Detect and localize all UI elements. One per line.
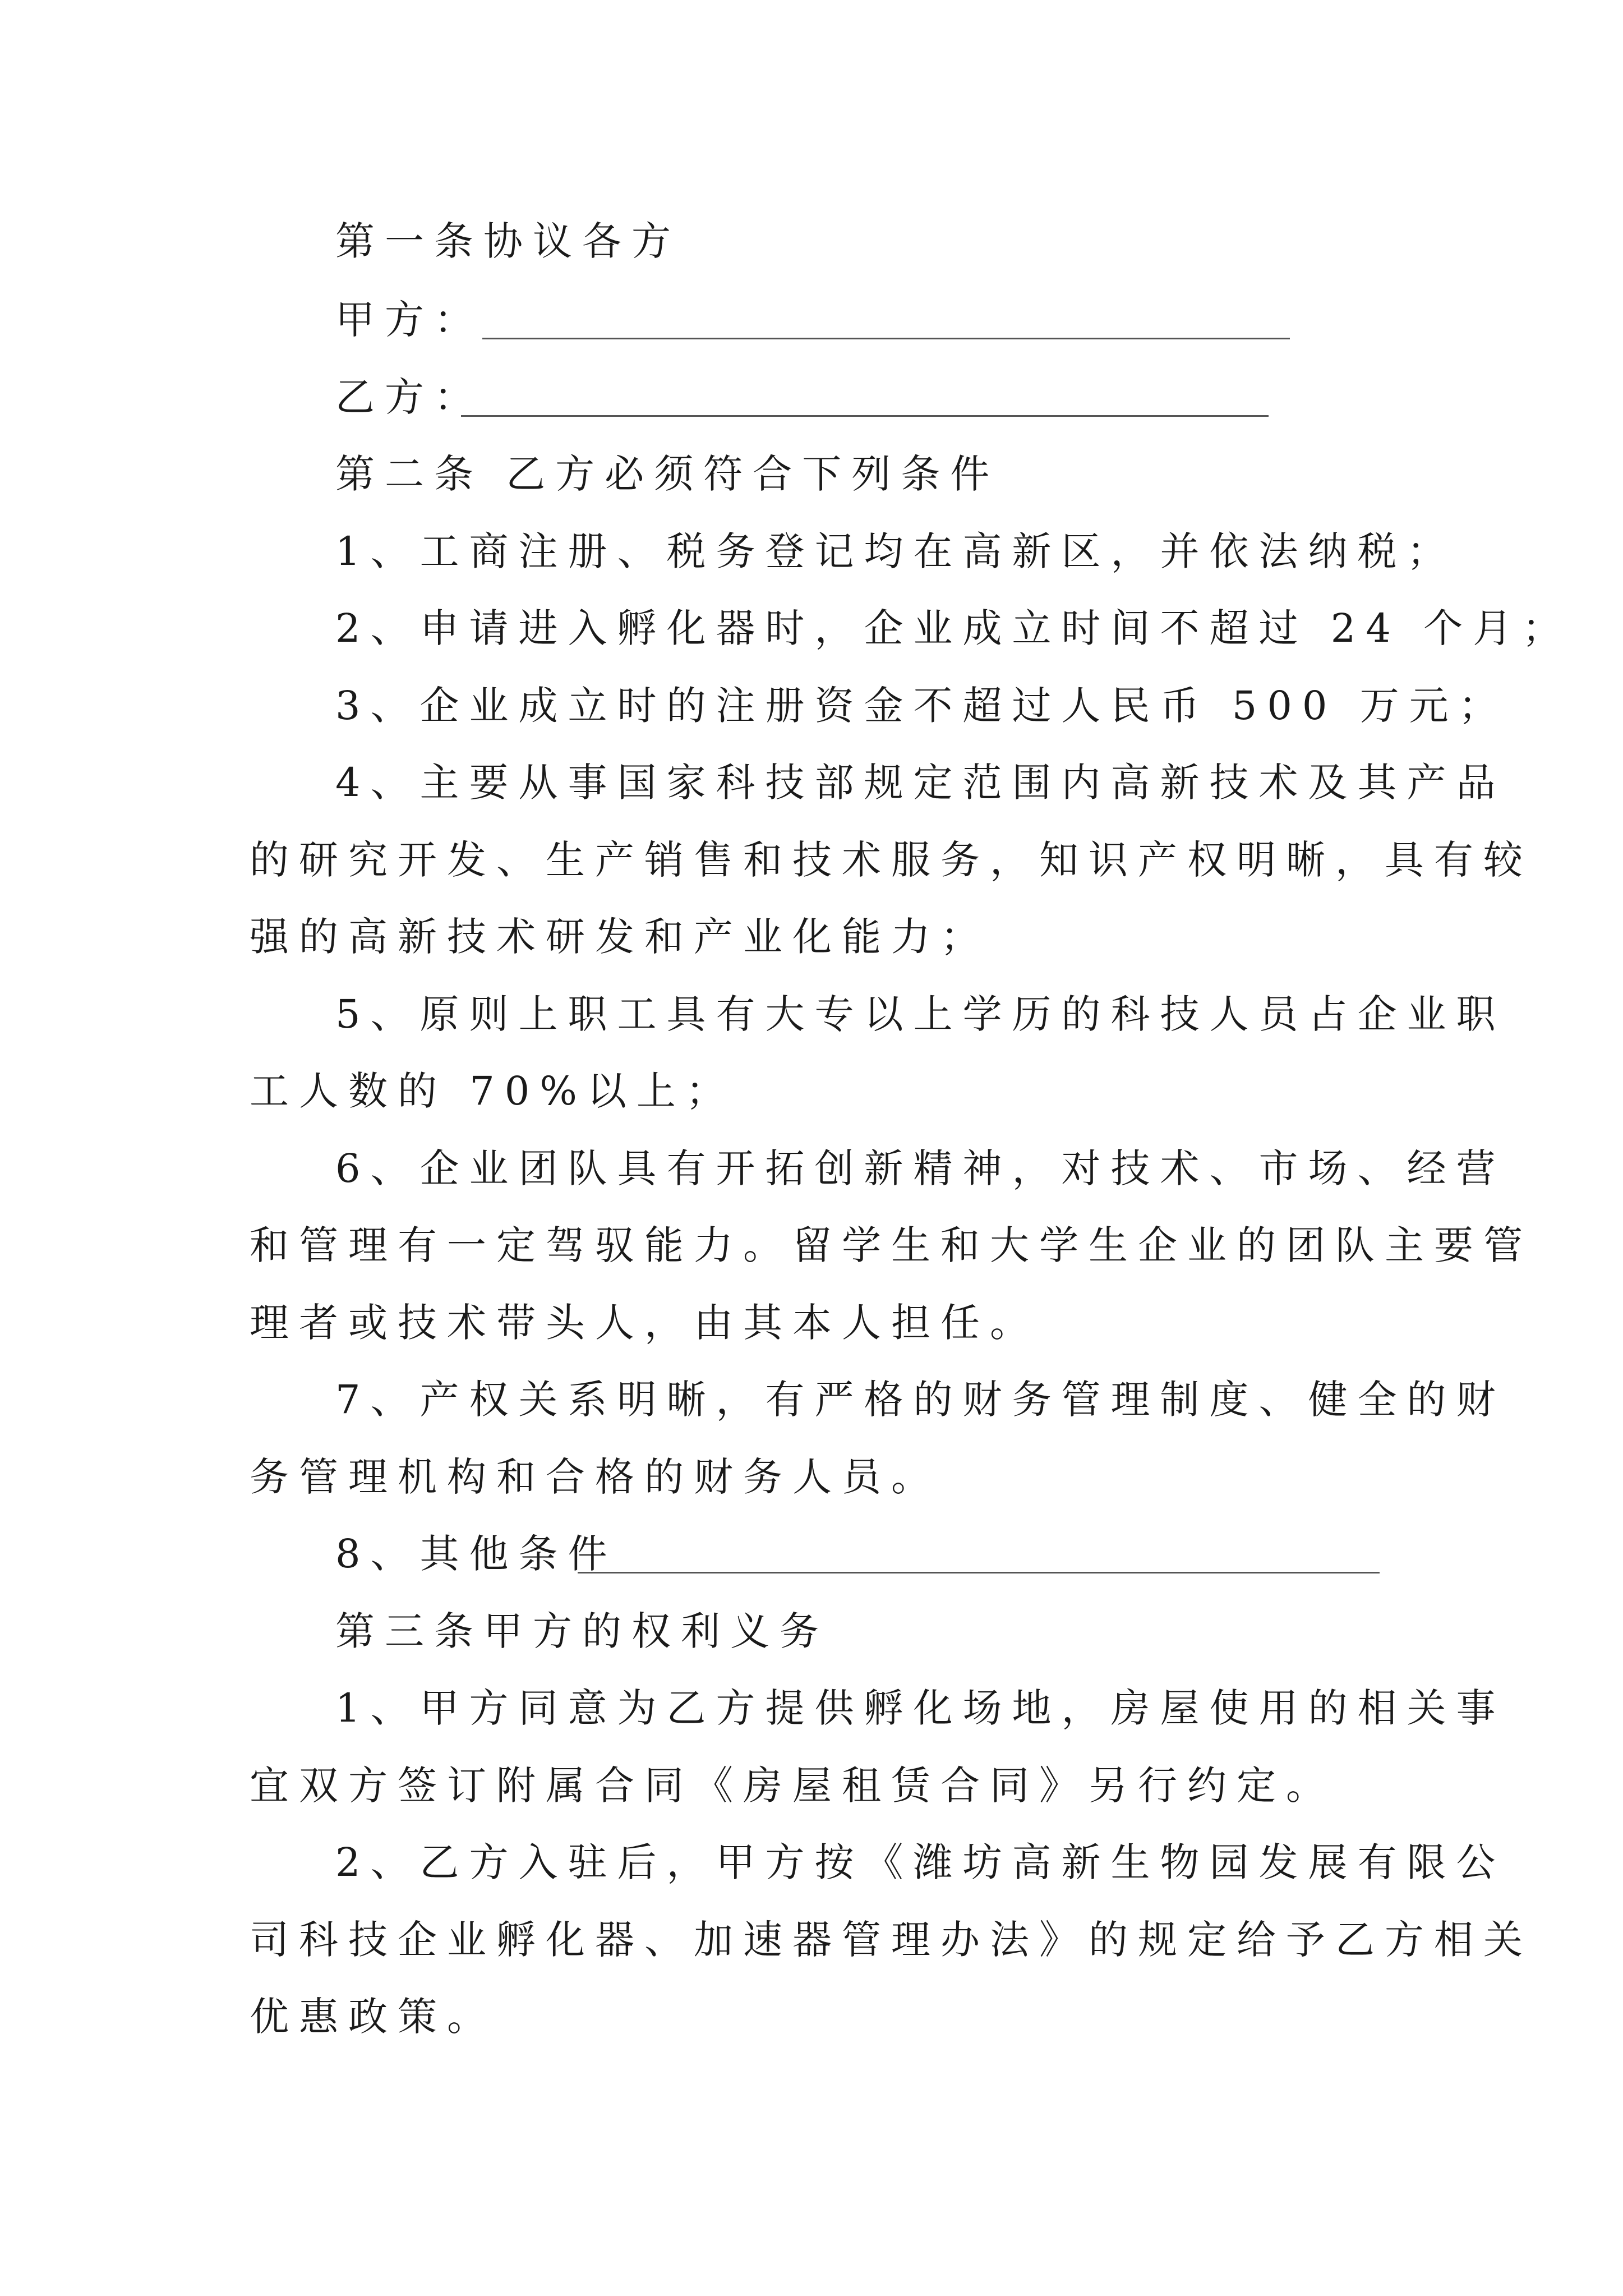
article2-item4-line1: 4、主要从事国家科技部规定范围内高新技术及其产品 (335, 760, 1506, 806)
article3-item2-line1: 2、乙方入驻后，甲方按《潍坊高新生物园发展有限公 (335, 1839, 1506, 1885)
other-conditions-blank-line (578, 1572, 1380, 1573)
article3-item1-line2: 宜双方签订附属合同《房屋租赁合同》另行约定。 (250, 1763, 1335, 1809)
article3-item1-line1: 1、甲方同意为乙方提供孵化场地，房屋使用的相关事 (335, 1685, 1506, 1731)
article3-item2-line3: 优惠政策。 (250, 1994, 496, 2040)
article2-item6-line2: 和管理有一定驾驭能力。留学生和大学生企业的团队主要管 (250, 1222, 1533, 1268)
party-a-blank-line (482, 338, 1290, 339)
article3-heading: 第三条甲方的权利义务 (335, 1608, 829, 1654)
article2-item6-line3: 理者或技术带头人，由其本人担任。 (250, 1300, 1039, 1346)
article2-item1-line1: 1、工商注册、税务登记均在高新区，并依法纳税； (335, 528, 1456, 574)
article1-heading: 第一条协议各方 (335, 218, 681, 264)
article2-item7-line1: 7、产权关系明晰，有严格的财务管理制度、健全的财 (335, 1377, 1506, 1423)
party-a-label: 甲方： (335, 297, 483, 343)
article2-item4-line2: 的研究开发、生产销售和技术服务，知识产权明晰，具有较 (250, 837, 1533, 883)
party-b-blank-line (461, 415, 1269, 417)
party-b-label: 乙方： (335, 374, 483, 420)
article2-item4-line3: 强的高新技术研发和产业化能力； (250, 914, 990, 960)
article2-heading: 第二条 乙方必须符合下列条件 (335, 451, 1000, 497)
article3-item2-line2: 司科技企业孵化器、加速器管理办法》的规定给予乙方相关 (250, 1917, 1533, 1963)
article2-item3-line1: 3、企业成立时的注册资金不超过人民币 500 万元； (335, 683, 1508, 729)
article2-item5-line2: 工人数的 70%以上； (250, 1068, 735, 1114)
article2-item7-line2: 务管理机构和合格的财务人员。 (250, 1454, 940, 1500)
article2-item5-line1: 5、原则上职工具有大专以上学历的科技人员占企业职 (335, 991, 1506, 1037)
article2-item2-line1: 2、申请进入孵化器时，企业成立时间不超过 24 个月； (335, 605, 1572, 651)
article2-item8-line1: 8、其他条件 (335, 1531, 617, 1577)
article2-item6-line1: 6、企业团队具有开拓创新精神，对技术、市场、经营 (335, 1145, 1506, 1191)
